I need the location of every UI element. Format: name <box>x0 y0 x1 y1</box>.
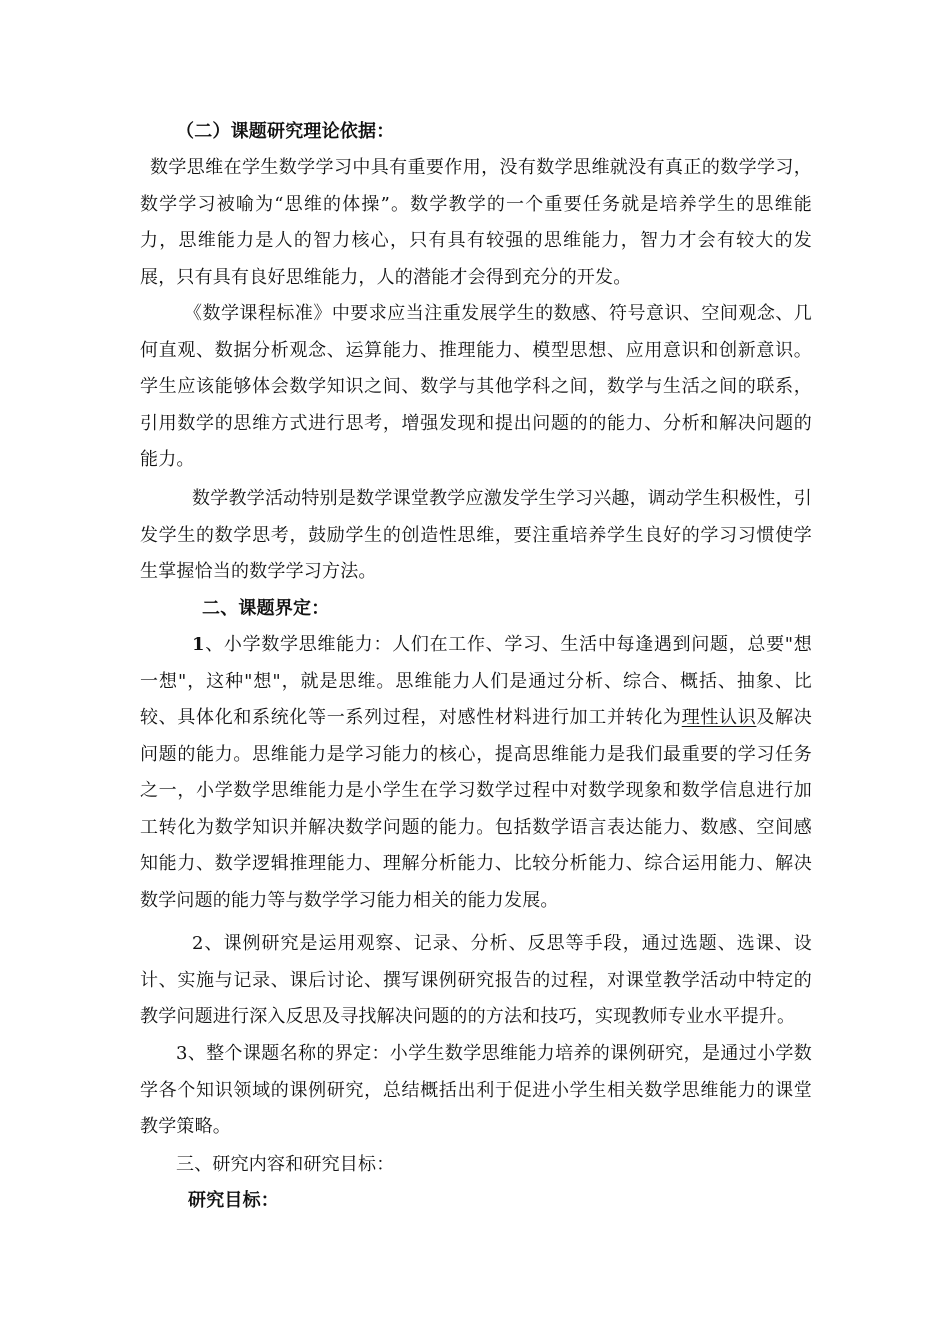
research-content-heading: 三、研究内容和研究目标： <box>176 1154 395 1175</box>
research-goal-heading: 研究目标： <box>188 1190 279 1211</box>
definition-1-number: 1 <box>192 634 205 655</box>
definition-paragraph-1 <box>140 627 812 919</box>
theory-paragraph-3: 数学教学活动特别是数学课堂教学应激发学生学习兴趣，调动学生积极性，引发学生的数学思考，鼓励学生的创造性思维，要注重培养学生良好的学习习惯使学生掌握恰当的数学学习方法。 <box>140 488 812 582</box>
definition-paragraph-2: 2、课例研究是运用观察、记录、分析、反思等手段，通过选题、选课、设计、实施与记录、课后讨论、撰写课例研究报告的过程，对课堂教学活动中特定的教学问题进行深入反思及寻找解决问题的的方法和技巧，实现教师专业水平提升。 <box>140 933 812 1027</box>
definition-heading: 二、课题界定： <box>202 598 330 619</box>
theory-paragraph-2: 《数学课程标准》中要求应当注重发展学生的数感、符号意识、空间观念、几何直观、数据分析观念、运算能力、推理能力、模型思想、应用意识和创新意识。学生应该能够体会数学知识之间、数学与其他学科之间，数学与生活之间的联系，引用数学的思维方式进行思考，增强发现和提出问题的的能力、分析和解决问题的能力。 <box>140 303 812 470</box>
definition-1-text-before: 、小学数学思维能力：人们在工作、学习、生活中每逢遇到问题，总要"想一想"，这种"想"，就是思维。思维能力人们是通过分析、综合、概括、抽象、比较、具体化和系统化等一系列过程，对感性材料进行加工并转化为 <box>140 634 812 728</box>
rational-cognition-link[interactable]: 理性认识 <box>681 707 757 728</box>
theory-heading: （二）课题研究理论依据： <box>176 121 395 142</box>
definition-1-text-after: 及解决问题的能力。思维能力是学习能力的核心，提高思维能力是我们最重要的学习任务之一，小学数学思维能力是小学生在学习数学过程中对数学现象和数学信息进行加工转化为数学知识并解决数学问题的能力。包括数学语言表达能力、数感、空间感知能力、数学逻辑推理能力、理解分析能力、比较分析能力、综合运用能力、解决数学问题的能力等与数学学习能力相关的能力发展。 <box>140 707 812 911</box>
theory-paragraph-1: 数学思维在学生数学学习中具有重要作用，没有数学思维就没有真正的数学学习，数学学习被喻为“思维的体操”。数学教学的一个重要任务就是培养学生的思维能力，思维能力是人的智力核心，只有具有较强的思维能力，智力才会有较大的发展，只有具有良好思维能力，人的潜能才会得到充分的开发。 <box>140 157 812 288</box>
definition-paragraph-3: 3、整个课题名称的界定：小学生数学思维能力培养的课例研究，是通过小学数学各个知识领域的课例研究，总结概括出利于促进小学生相关数学思维能力的课堂教学策略。 <box>140 1043 812 1137</box>
